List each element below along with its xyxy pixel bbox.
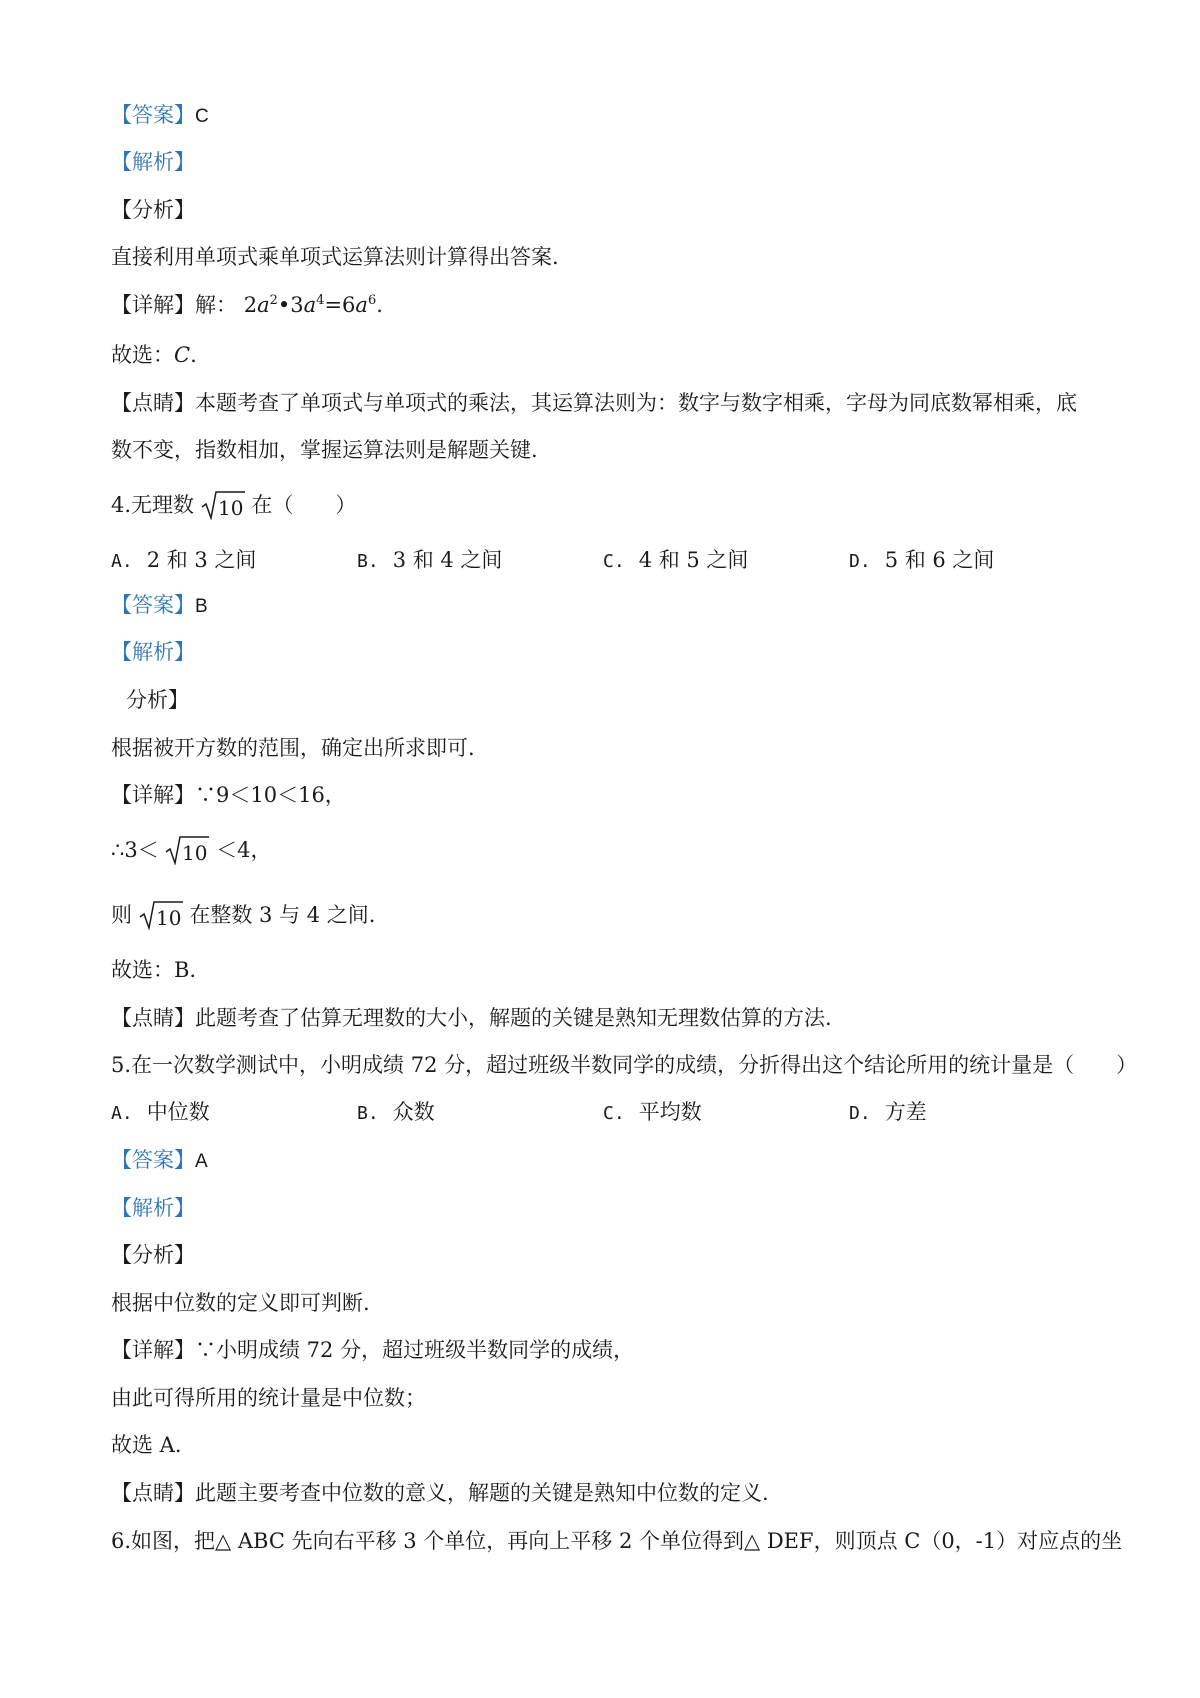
expr-var-a: a bbox=[303, 293, 317, 317]
q4-option-b[interactable]: B. 3 和 4 之间 bbox=[357, 548, 503, 572]
step2-prefix: ∴3＜ bbox=[111, 838, 159, 862]
comment-text: 此题主要考查中位数的意义，解题的关键是熟知中位数的定义. bbox=[195, 1481, 769, 1505]
answer-value: A bbox=[195, 1151, 208, 1172]
expr-exp: 4 bbox=[316, 293, 325, 308]
detail-text: ∵9＜10＜16， bbox=[195, 783, 346, 807]
sqrt-symbol bbox=[165, 835, 209, 865]
q4-comment-line bbox=[111, 1003, 832, 1033]
radicand: 10 bbox=[155, 906, 182, 930]
choose-value: C bbox=[174, 343, 191, 367]
q5-option-c[interactable]: C. 平均数 bbox=[603, 1100, 702, 1124]
answer-tag: 【答案】 bbox=[111, 593, 195, 617]
answer-tag: 【答案】 bbox=[111, 1148, 195, 1172]
comment-tag: 【点睛】 bbox=[111, 1006, 195, 1030]
q4-step2 bbox=[111, 835, 271, 865]
answer-value: C bbox=[195, 106, 209, 127]
expr-exp: 2 bbox=[269, 293, 278, 308]
choose-end: . bbox=[190, 343, 197, 367]
q4-analysis-line bbox=[111, 637, 195, 667]
q5-answer-line bbox=[111, 1145, 208, 1177]
q4-fenxi-text: 根据被开方数的范围，确定出所求即可. bbox=[111, 736, 475, 760]
answer-value: B bbox=[195, 596, 208, 617]
radicand: 10 bbox=[217, 496, 244, 520]
q4-answer-line bbox=[111, 590, 208, 622]
analysis-tag: 【解析】 bbox=[111, 150, 195, 174]
q5-option-a[interactable]: A. 中位数 bbox=[111, 1100, 210, 1124]
q5-detail-line2: 由此可得所用的统计量是中位数； bbox=[111, 1386, 426, 1410]
q4-stem bbox=[111, 490, 356, 520]
sqrt-symbol bbox=[139, 900, 183, 930]
q4-detail-line bbox=[111, 780, 346, 810]
detail-tag: 【详解】 bbox=[111, 293, 195, 317]
sqrt-symbol bbox=[201, 490, 245, 520]
q6-stem: 6.如图，把△ ABC 先向右平移 3 个单位，再向上平移 2 个单位得到△ DEF，则顶点 C（0，-1）对应点的坐 bbox=[111, 1529, 1123, 1553]
q4-choose-line: 故选：B. bbox=[111, 958, 197, 982]
fenxi-tag: 分析】 bbox=[126, 688, 189, 712]
q3-detail-line bbox=[111, 290, 383, 320]
q3-comment-line1 bbox=[111, 388, 1077, 418]
analysis-tag: 【解析】 bbox=[111, 1196, 195, 1220]
q3-fenxi-text: 直接利用单项式乘单项式运算法则计算得出答案. bbox=[111, 245, 559, 269]
comment-tag: 【点睛】 bbox=[111, 391, 195, 415]
q5-stem: 5.在一次数学测试中，小明成绩 72 分，超过班级半数同学的成绩，分折得出这个结论所用的统计量是（ ） bbox=[111, 1053, 1138, 1077]
comment-text: 本题考查了单项式与单项式的乘法，其运算法则为：数字与数字相乘，字母为同底数幂相乘，底 bbox=[195, 391, 1077, 415]
radicand: 10 bbox=[182, 841, 208, 865]
q3-choose-line bbox=[111, 340, 197, 370]
step2-suffix: ＜4， bbox=[216, 838, 272, 862]
q5-fenxi-text: 根据中位数的定义即可判断. bbox=[111, 1291, 370, 1315]
comment-text: 此题考查了估算无理数的大小，解题的关键是熟知无理数估算的方法. bbox=[195, 1006, 832, 1030]
detail-tag: 【详解】 bbox=[111, 783, 195, 807]
expr-var-a: a bbox=[355, 293, 368, 317]
step3-suffix: 在整数 3 与 4 之间. bbox=[189, 903, 376, 927]
q4-fenxi-line bbox=[126, 685, 189, 715]
q4-option-c[interactable]: C. 4 和 5 之间 bbox=[603, 548, 749, 572]
q4-stem-prefix: 4.无理数 bbox=[111, 493, 195, 517]
expr-var-a: a bbox=[257, 293, 270, 317]
q3-answer-line bbox=[111, 100, 209, 132]
q4-step3 bbox=[111, 900, 375, 930]
q5-detail-line bbox=[111, 1335, 634, 1365]
answer-tag: 【答案】 bbox=[111, 103, 195, 127]
q3-analysis-line bbox=[111, 147, 195, 177]
expr-eq: =6 bbox=[324, 293, 356, 317]
q4-option-a[interactable]: A. 2 和 3 之间 bbox=[111, 548, 257, 572]
q5-option-d[interactable]: D. 方差 bbox=[849, 1100, 927, 1124]
expr-end: . bbox=[376, 293, 383, 317]
detail-prefix: 解： bbox=[195, 293, 237, 317]
detail-tag: 【详解】 bbox=[111, 1338, 195, 1362]
expr-exp: 6 bbox=[367, 293, 377, 308]
q4-stem-suffix: 在（ ） bbox=[251, 493, 357, 517]
expr-mid: •3 bbox=[277, 293, 304, 317]
q3-fenxi-line bbox=[111, 195, 195, 225]
q5-comment-line bbox=[111, 1478, 769, 1508]
q4-option-d[interactable]: D. 5 和 6 之间 bbox=[849, 548, 995, 572]
q3-comment-line2: 数不变，指数相加，掌握运算法则是解题关键. bbox=[111, 438, 538, 462]
q5-choose-line: 故选 A. bbox=[111, 1433, 182, 1457]
fenxi-tag: 【分析】 bbox=[111, 1243, 195, 1267]
choose-text: 故选： bbox=[111, 343, 174, 367]
q5-analysis-line bbox=[111, 1193, 195, 1223]
analysis-tag: 【解析】 bbox=[111, 640, 195, 664]
q5-fenxi-line bbox=[111, 1240, 195, 1270]
fenxi-tag: 【分析】 bbox=[111, 198, 195, 222]
detail-text: ∵小明成绩 72 分，超过班级半数同学的成绩， bbox=[195, 1338, 635, 1362]
step3-prefix: 则 bbox=[111, 903, 132, 927]
q5-option-b[interactable]: B. 众数 bbox=[357, 1100, 435, 1124]
comment-tag: 【点睛】 bbox=[111, 1481, 195, 1505]
expr-c1: 2 bbox=[243, 293, 258, 317]
